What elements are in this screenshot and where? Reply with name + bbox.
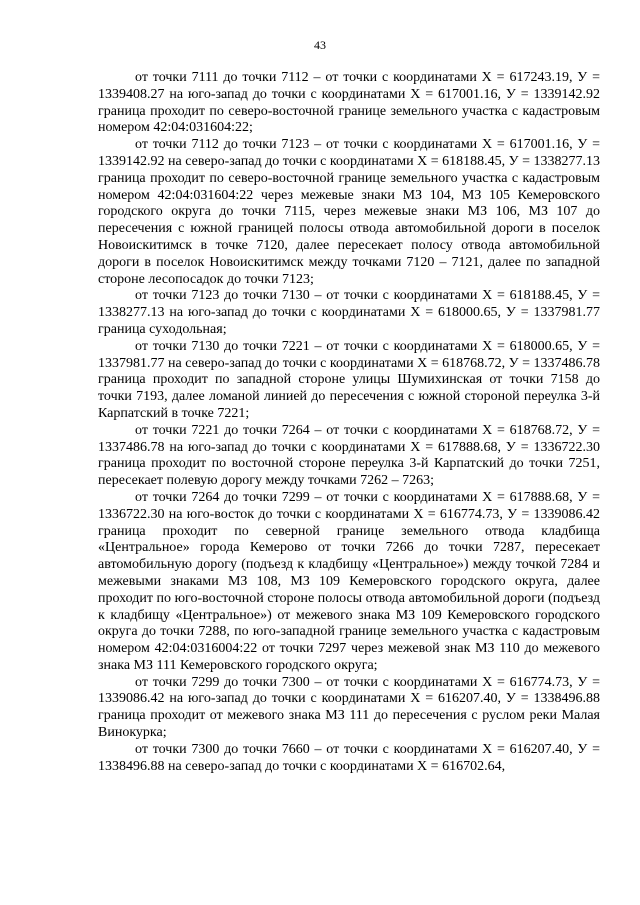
paragraph: от точки 7130 до точки 7221 – от точки с координатами Х = 618000.65, У = 1337981.77 на северо-запад до точки с координатами Х = 618768.72, У = 1337486.78 граница проходит по западной стороне улицы Шумихинская от точки 7158 до точки 7193, далее ломаной линией до пересечения с южной стороной переулка 3-й Карпатский в точке 7221; <box>98 338 600 421</box>
page-number: 43 <box>314 38 326 52</box>
paragraph: от точки 7299 до точки 7300 – от точки с координатами Х = 616774.73, У = 1339086.42 на юго-запад до точки с координатами Х = 616207.40, У = 1338496.88 граница проходит от межевого знака МЗ 111 до пересечения с руслом реки Малая Винокурка; <box>98 674 600 741</box>
paragraph: от точки 7264 до точки 7299 – от точки с координатами Х = 617888.68, У = 1336722.30 на юго-восток до точки с координатами Х = 616774.73, У = 1339086.42 граница проходит по северной границе земельного отвода кладбища «Центральное» города Кемерово от точки 7266 до точки 7287, пересекает автомобильную дорогу (подъезд к кладбищу «Центральное») между точкой 7284 и межевыми знаками МЗ 108, МЗ 109 Кемеровского городского округа, далее проходит по юго-восточной стороне полосы отвода автомобильной дороги (подъезд к кладбищу «Центральное») от межевого знака МЗ 109 Кемеровского городского округа до точки 7288, по юго-западной границе земельного участка с кадастровым номером 42:04:0316004:22 от точки 7297 через межевой знак МЗ 110 до межевого знака МЗ 111 Кемеровского городского округа; <box>98 489 600 673</box>
paragraph: от точки 7111 до точки 7112 – от точки с координатами Х = 617243.19, У = 1339408.27 на юго-запад до точки с координатами Х = 617001.16, У = 1339142.92 граница проходит по северо-восточной границе земельного участка с кадастровым номером 42:04:031604:22; <box>98 70 600 136</box>
paragraph: от точки 7221 до точки 7264 – от точки с координатами Х = 618768.72, У = 1337486.78 на юго-запад до точки с координатами Х = 617888.68, У = 1336722.30 граница проходит по восточной стороне переулка 3-й Карпатский до точки 7251, пересекает полевую дорогу между точками 7262 – 7263; <box>98 422 600 489</box>
paragraph: от точки 7300 до точки 7660 – от точки с координатами Х = 616207.40, У = 1338496.88 на северо-запад до точки с координатами Х = 616702.64, <box>98 741 600 774</box>
paragraph: от точки 7123 до точки 7130 – от точки с координатами Х = 618188.45, У = 1338277.13 на юго-запад до точки с координатами Х = 618000.65, У = 1337981.77 граница суходольная; <box>98 288 600 337</box>
paragraph: от точки 7112 до точки 7123 – от точки с координатами Х = 617001.16, У = 1339142.92 на северо-запад до точки с координатами Х = 618188.45, У = 1338277.13 граница проходит по северо-восточной границе земельного участка с кадастровым номером 42:04:031604:22 через межевые знаки МЗ 104, МЗ 105 Кемеровского городского округа до точки 7115, через межевые знаки МЗ 106, МЗ 107 до пересечения с южной границей полосы отвода автомобильной дороги в поселок Новоискитимск в точке 7120, далее пересекает полосу отвода автомобильной дороги в поселок Новоискитимск между точками 7120 – 7121, далее по западной стороне лесопосадок до точки 7123; <box>98 137 600 287</box>
document-body <box>98 70 600 775</box>
